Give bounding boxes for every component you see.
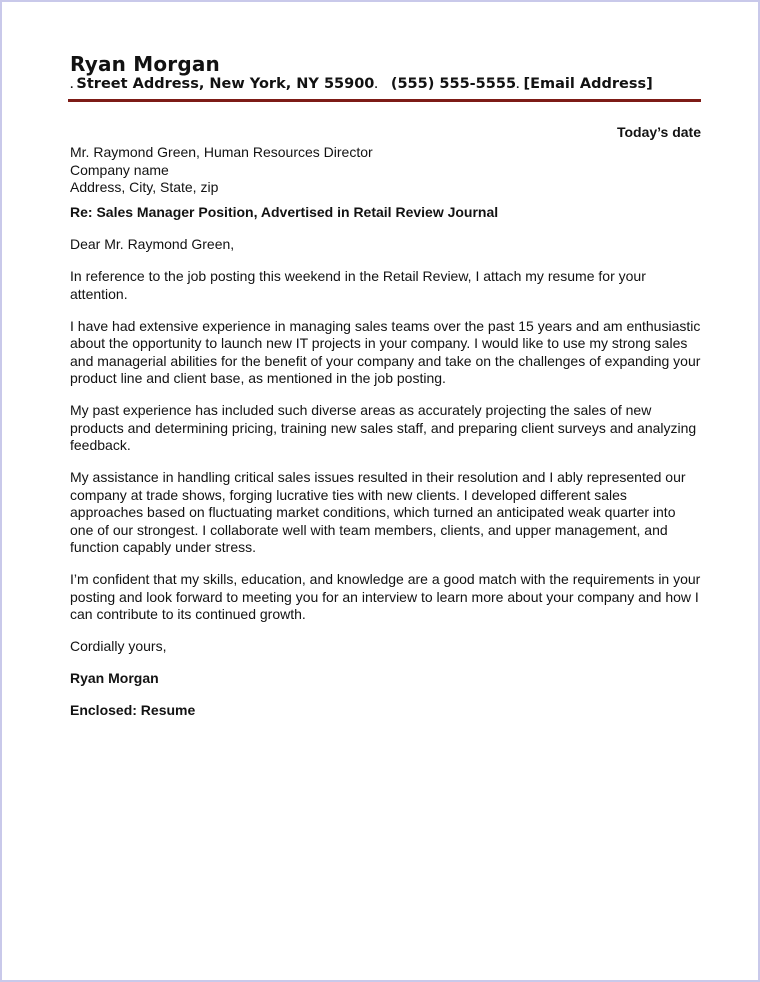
recipient-company: Company name [70,161,169,178]
separator-dot: . [70,81,74,91]
sender-phone: (555) 555-5555 [390,76,517,92]
recipient-name-title: Mr. Raymond Green, Human Resources Director [70,144,373,160]
sender-email: [Email Address] [523,76,653,92]
separator-dot: . [374,81,378,91]
subject-line: Re: Sales Manager Position, Advertised in Retail Review Journal [70,203,499,220]
separator-dot: . [516,81,520,91]
recipient-address: Address, City, State, zip [70,179,219,195]
body-paragraph-4: My assistance in handling critical sales issues resulted in their resolution and I ably represented our company at trade shows, forging lucrative ties with new clients. I developed different sales approaches based on fluctuating market conditions, which turned an anticipated weak quarter into one of our strongest. I collaborate well with team members, clients, and upper management, and function capably under stress. [70,469,686,555]
body-paragraph-1: In reference to the job posting this weekend in the Retail Review, I attach my resume for your attention. [70,268,646,302]
recipient-block [70,144,701,197]
letterhead-rule [68,99,701,102]
letterhead [70,53,701,102]
sender-name: Ryan Morgan [70,52,220,76]
body-paragraph-2: I have had extensive experience in managing sales teams over the past 15 years and am enthusiastic about the opportunity to launch new IT projects in your company. I would like to use my strong sales and managerial abilities for the benefit of your company and take on the challenges of expanding your product line and client base, as mentioned in the job posting. [70,317,701,386]
body-paragraph-3: My past experience has included such diverse areas as accurately projecting the sales of new products and determining pricing, training new sales staff, and preparing client surveys and analyzing feedback. [70,402,697,453]
letter-content [2,2,758,720]
salutation: Dear Mr. Raymond Green, [70,236,235,252]
sender-contact-line [70,75,701,95]
body-paragraph-5: I’m confident that my skills, education, and knowledge are a good match with the requirements in your posting and look forward to meeting you for an interview to learn more about your company and how I can contribute to its continued growth. [70,571,701,622]
signature-name: Ryan Morgan [70,670,159,686]
sender-address: Street Address, New York, NY 55900 [76,76,375,92]
enclosure-note: Enclosed: Resume [70,702,196,718]
closing: Cordially yours, [70,638,167,654]
letter-date: Today’s date [616,124,701,140]
